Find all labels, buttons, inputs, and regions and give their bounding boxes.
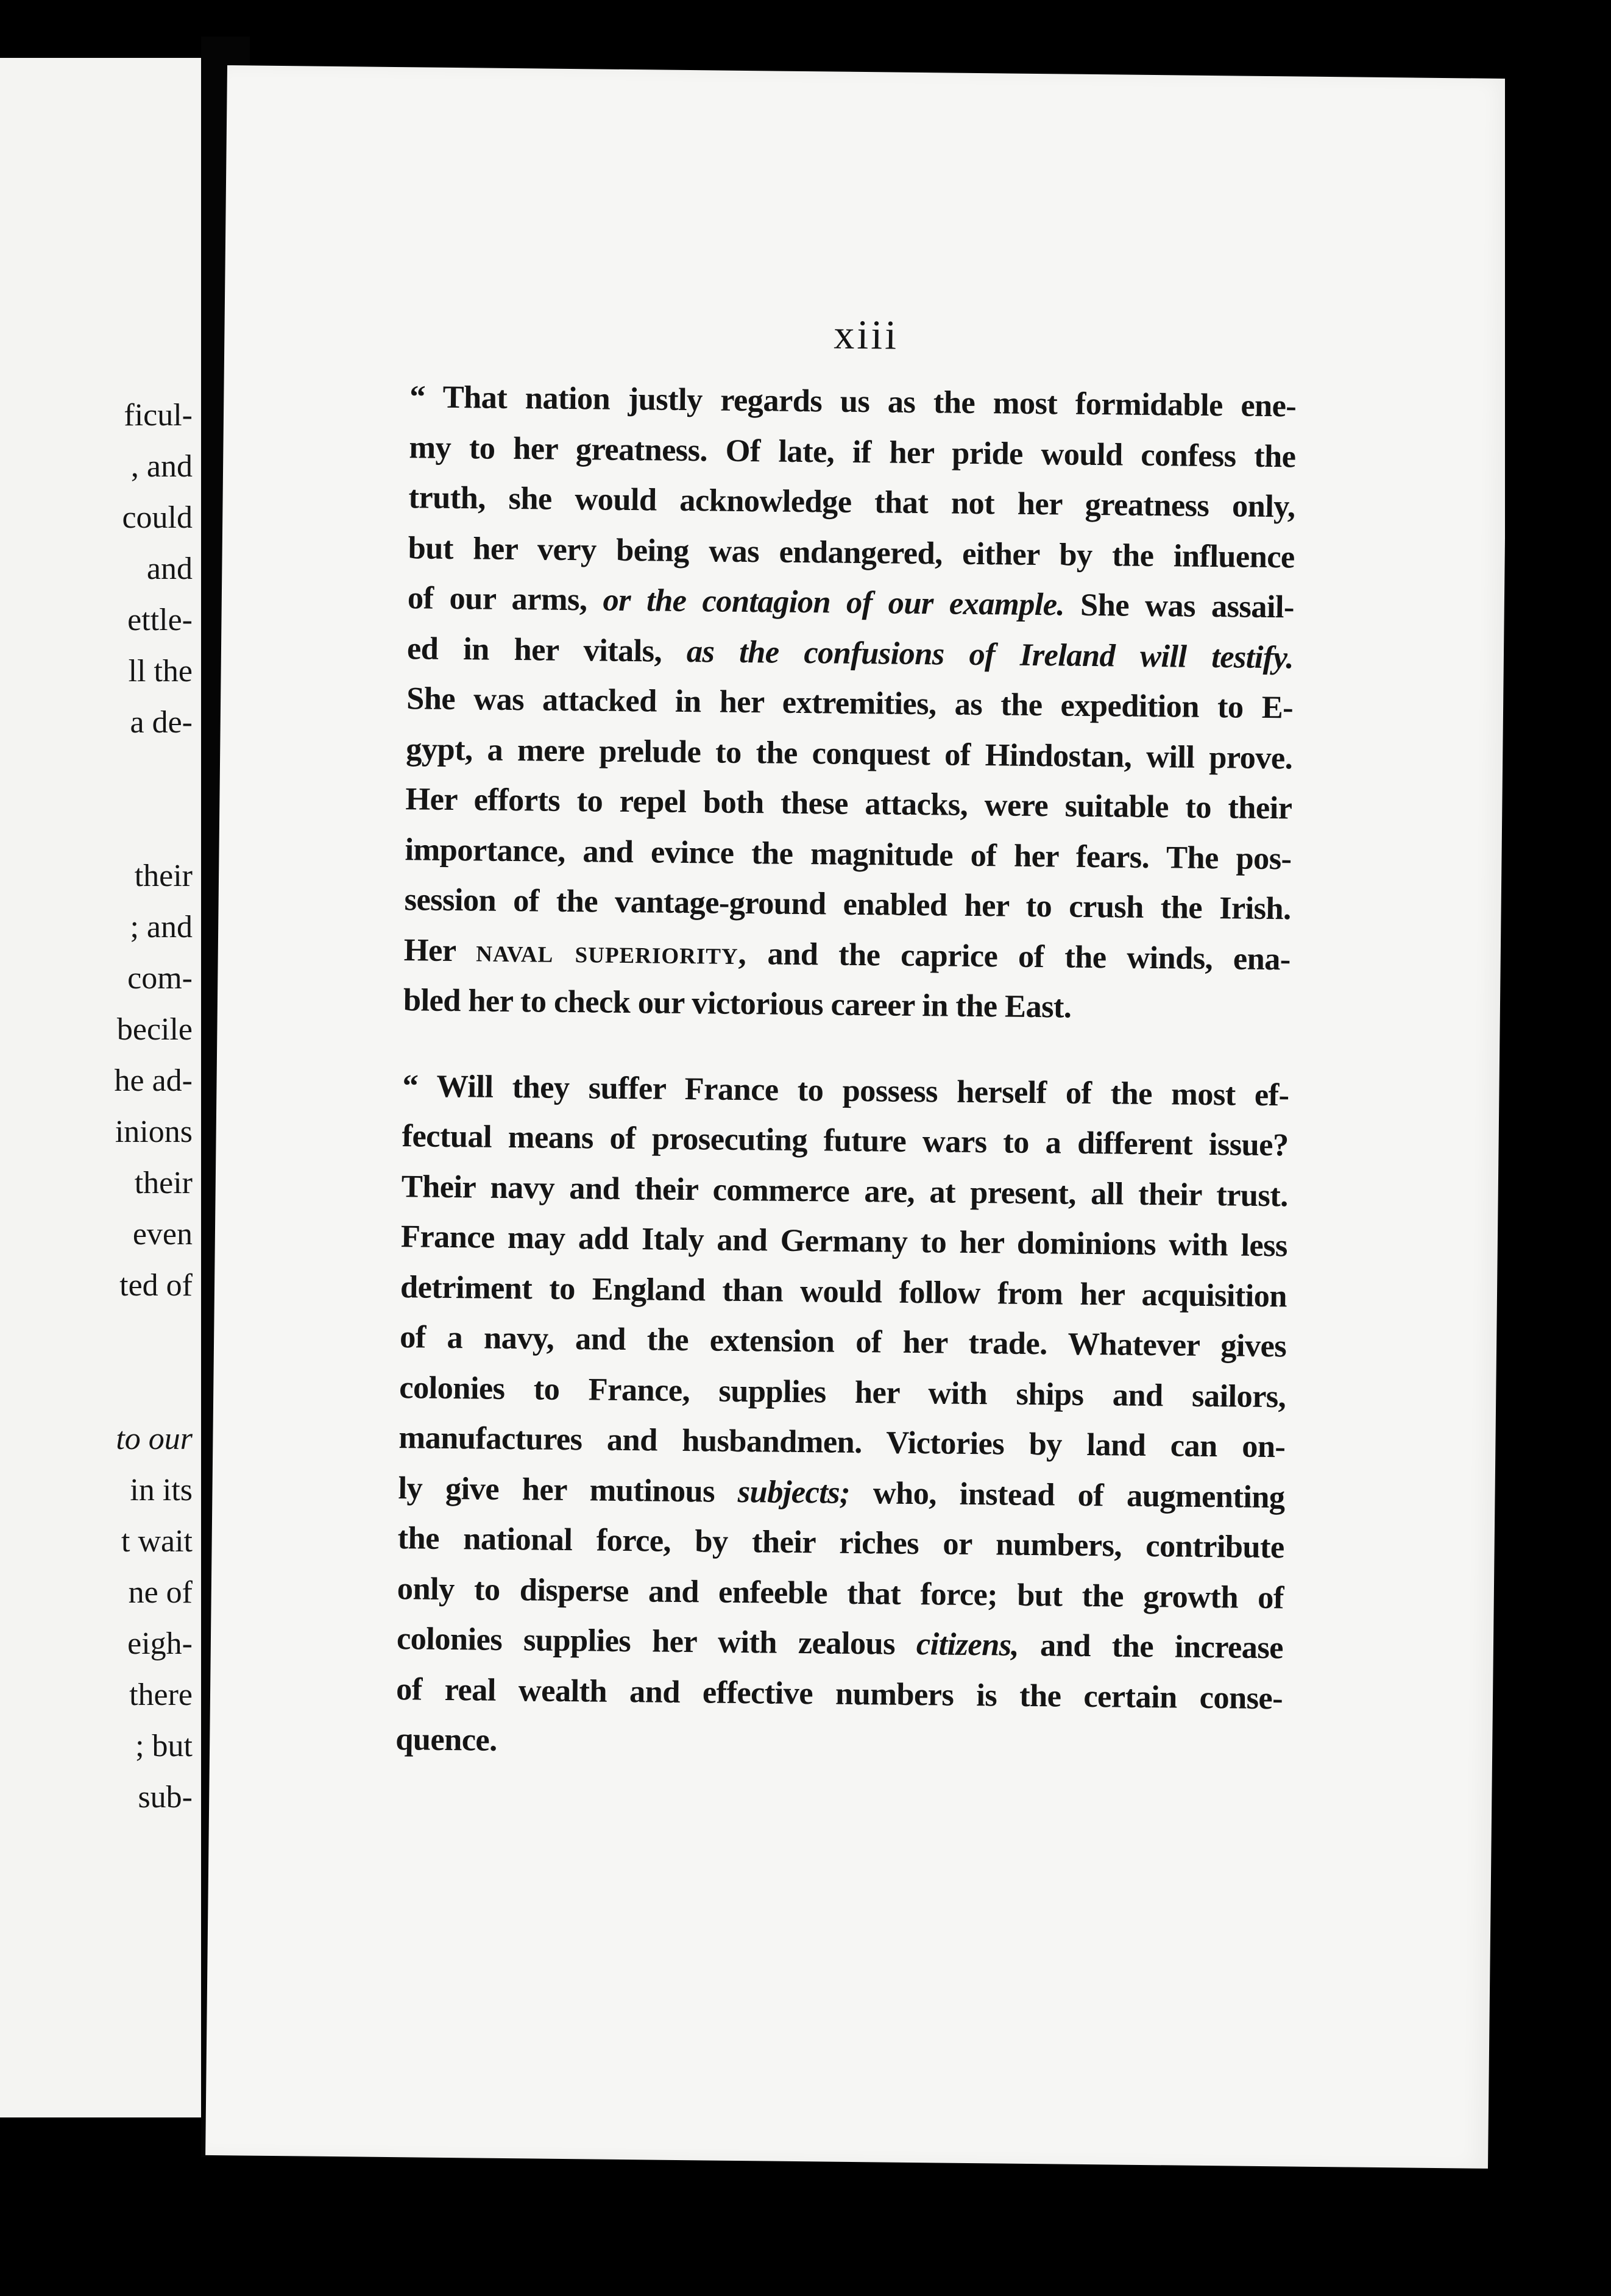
facing-page-line: ne of [128,1575,193,1610]
facing-page [0,58,201,2117]
text-line [400,1262,1287,1322]
facing-page-line: to our [116,1422,193,1456]
italic-text: subjects; [737,1473,851,1511]
text-line [409,422,1296,482]
text-line [403,925,1291,985]
text-line [406,673,1294,733]
text-line [397,1564,1284,1623]
text-segment: bled her to check our victorious career in the East. [403,982,1072,1025]
text-segment: “ That nation justly regards us as the most formidable ene- [409,379,1297,424]
text-segment: the national force, by their riches or numbers, contribute [397,1520,1284,1565]
small-caps-text: naval superiority, [476,932,748,971]
text-line [408,472,1295,532]
facing-page-line: in its [130,1473,193,1508]
text-segment: of our arms, [407,580,603,618]
text-segment: ly give her mutinous [398,1470,738,1509]
facing-page-line: and [146,551,193,586]
text-line [397,1513,1284,1573]
facing-page-line: ficul- [124,398,193,433]
text-segment: only to disperse and enfeeble that force; but the growth of [397,1570,1284,1615]
facing-page-line [115,1362,193,1414]
text-line [397,1614,1284,1673]
paragraph [403,372,1297,1035]
facing-page-line: their [134,1166,193,1200]
text-line [409,372,1297,431]
text-line [395,1714,1283,1774]
text-segment: France may add Italy and Germany to her dominions with less [400,1219,1288,1264]
facing-page-line: com- [127,961,193,996]
text-line [400,1312,1287,1372]
facing-page-line: , and [130,449,193,484]
facing-page-line: there [129,1678,193,1712]
italic-text: or the contagion of our example. [603,582,1065,623]
text-segment: importance, and evince the magnitude of her fears. The pos- [405,831,1292,876]
facing-page-line: could [122,500,193,535]
text-line [404,874,1291,934]
facing-page-line: their [134,859,193,893]
text-line [398,1463,1285,1523]
text-line [402,1111,1289,1171]
paragraph [395,1061,1289,1774]
text-segment: colonies to France, supplies her with ships and sailors, [399,1369,1286,1414]
book-page [205,65,1510,2169]
text-segment: who, instead of augmenting [849,1475,1285,1515]
text-segment: truth, she would acknowledge that not her greatness only, [408,480,1295,525]
text-segment: session of the vantage-ground enabled her to crush the Irish. [404,882,1291,927]
text-line [405,774,1292,834]
text-line [407,623,1294,683]
text-line [406,724,1293,784]
facing-page-line: ; and [130,910,193,944]
text-segment: detriment to England than would follow from her acquisition [400,1269,1287,1314]
text-segment: She was attacked in her extremities, as the expedition to E- [406,681,1294,726]
text-segment: gypt, a mere prelude to the conquest of Hindostan, will prove. [405,731,1293,776]
text-line [401,1161,1288,1221]
facing-page-line [115,1311,193,1362]
text-segment: She was assail- [1064,587,1295,625]
text-segment: and the increase [1018,1627,1284,1666]
page-body-text [395,372,1297,1774]
text-segment: and the caprice of the winds, ena- [746,935,1291,977]
facing-page-line [115,748,193,799]
facing-page-line: becile [116,1012,193,1047]
text-line [403,975,1291,1035]
text-line [399,1362,1286,1422]
text-segment: colonies supplies her with zealous [396,1621,917,1662]
text-segment: Her efforts to repel both these attacks, were suitable to their [405,781,1292,826]
text-segment: Her [403,932,476,968]
facing-page-line: ettle- [127,603,193,637]
facing-page-line: ; but [135,1729,193,1763]
facing-page-line: sub- [138,1780,193,1815]
facing-page-line: ted of [119,1268,193,1303]
text-segment: of real wealth and effective numbers is the certain conse- [395,1671,1283,1716]
text-segment: manufactures and husbandmen. Victories by land can on- [398,1420,1286,1465]
facing-page-line: even [132,1217,193,1252]
text-segment: “ Will they suffer France to possess herself of the most ef- [402,1068,1289,1113]
text-segment: of a navy, and the extension of her trade. Whatever gives [399,1319,1287,1364]
facing-page-line: a de- [130,705,193,740]
text-segment: quence. [395,1721,497,1758]
italic-text: as the confusions of Ireland will testify. [686,633,1294,675]
text-line [400,1211,1287,1271]
text-segment: ed in her vitals, [406,630,687,669]
text-segment: but her very being was endangered, either by the influence [408,530,1295,575]
text-line [402,1061,1289,1121]
facing-page-line: eigh- [127,1626,193,1661]
scan-background-edge [1505,43,1611,2296]
facing-page-line: t wait [121,1524,193,1559]
text-line [396,1664,1283,1724]
facing-page-line [115,799,193,851]
text-segment: my to her greatness. Of late, if her pride would confess the [409,429,1296,474]
text-line [398,1412,1286,1472]
text-segment: fectual means of prosecuting future wars to a different issue? [402,1118,1289,1163]
text-segment: Their navy and their commerce are, at present, all their trust. [401,1168,1288,1213]
text-line [408,523,1295,583]
text-line [407,573,1294,632]
facing-page-line: he ad- [114,1063,193,1098]
facing-page-line: ll the [128,654,193,689]
text-line [405,824,1292,884]
facing-page-line: inions [115,1114,193,1149]
facing-page-line-fragments [115,390,193,1823]
page-number: xiii [834,311,899,358]
italic-text: citizens, [916,1626,1019,1663]
